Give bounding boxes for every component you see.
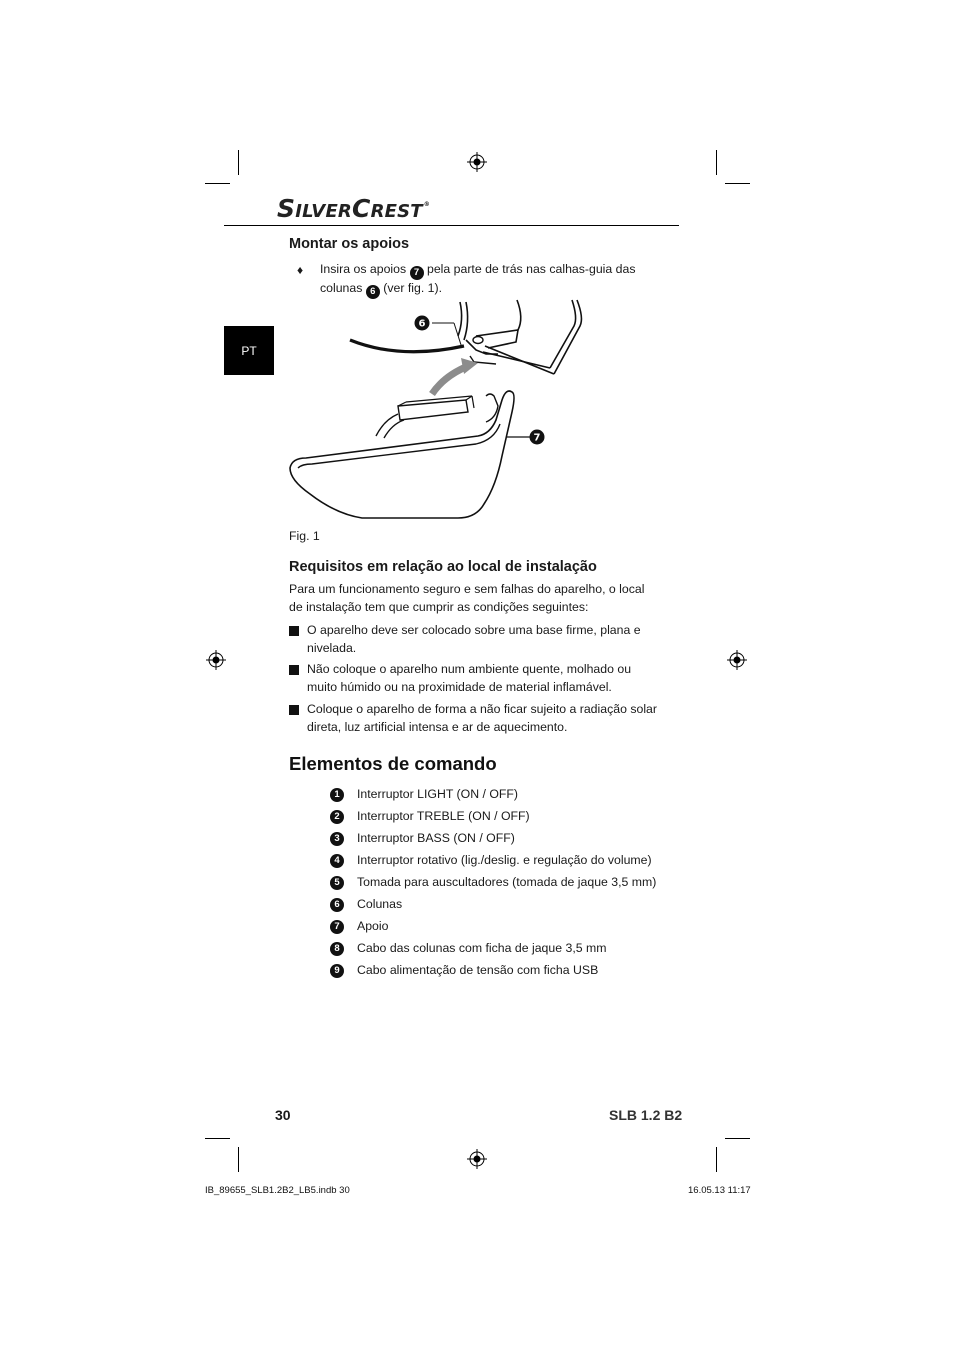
registration-mark-icon: [467, 152, 487, 172]
list-item: 4 Interruptor rotativo (lig./deslig. e regulação do volume): [330, 850, 680, 872]
ref-number-apoio: 7: [410, 266, 424, 280]
language-tab: [224, 326, 274, 375]
bullet-diamond-icon: ♦: [297, 263, 304, 277]
square-bullet-icon: [289, 705, 299, 715]
crop-mark: [716, 150, 717, 175]
list-item: 7 Apoio: [330, 916, 680, 938]
figure-caption: Fig. 1: [289, 529, 320, 543]
brand-logo: SILVERCREST®: [277, 194, 430, 223]
list-item: 5 Tomada para auscultadores (tomada de jaque 3,5 mm): [330, 872, 680, 894]
list-item: 2 Interruptor TREBLE (ON / OFF): [330, 806, 680, 828]
list-item: O aparelho deve ser colocado sobre uma base firme, plana e nivelada.: [289, 622, 661, 657]
print-slug-datetime: 16.05.13 11:17: [688, 1185, 751, 1196]
crop-mark: [238, 150, 239, 175]
list-item: 9 Cabo alimentação de tensão com ficha USB: [330, 960, 680, 982]
controls-heading: Elementos de comando: [289, 753, 497, 774]
crop-mark: [716, 1147, 717, 1172]
square-bullet-icon: [289, 626, 299, 636]
header-rule: [224, 225, 679, 226]
print-slug-file: IB_89655_SLB1.2B2_LB5.indb 30: [205, 1185, 350, 1196]
square-bullet-icon: [289, 665, 299, 675]
registration-mark-icon: [727, 650, 747, 670]
ref-number-colunas: 6: [366, 285, 380, 299]
list-item: 6 Colunas: [330, 894, 680, 916]
model-number: SLB 1.2 B2: [609, 1107, 683, 1123]
location-intro: Para um funcionamento seguro e sem falhas do aparelho, o local de instalação tem que cumprir as condições seguintes:: [289, 582, 645, 614]
crop-mark: [205, 1138, 230, 1139]
crop-mark: [205, 183, 230, 184]
supports-heading: Montar os apoios: [289, 236, 410, 252]
figure-1-illustration: [280, 296, 600, 526]
location-heading: Requisitos em relação ao local de instalação: [289, 559, 597, 575]
supports-instruction: Insira os apoios 7 pela parte de trás nas calhas-guia das colunas 6 (ver fig. 1).: [320, 262, 636, 297]
callout-6: 6: [418, 318, 426, 330]
registration-mark-icon: [467, 1149, 487, 1169]
crop-mark: [238, 1147, 239, 1172]
crop-mark: [725, 183, 750, 184]
list-item: 8 Cabo das colunas com ficha de jaque 3,5 mm: [330, 938, 680, 960]
page-number: 30: [275, 1107, 291, 1123]
crop-mark: [725, 1138, 750, 1139]
list-item: 3 Interruptor BASS (ON / OFF): [330, 828, 680, 850]
language-tab-label: PT: [241, 343, 257, 358]
controls-list: [330, 784, 680, 982]
registration-mark-icon: [206, 650, 226, 670]
list-item: Não coloque o aparelho num ambiente quente, molhado ou muito húmido ou na proximidade de material inflamável.: [289, 661, 661, 696]
list-item: Coloque o aparelho de forma a não ficar sujeito a radiação solar direta, luz artificial intensa e ar de aquecimento.: [289, 701, 661, 736]
list-item: 1 Interruptor LIGHT (ON / OFF): [330, 784, 680, 806]
callout-7: 7: [533, 432, 541, 444]
